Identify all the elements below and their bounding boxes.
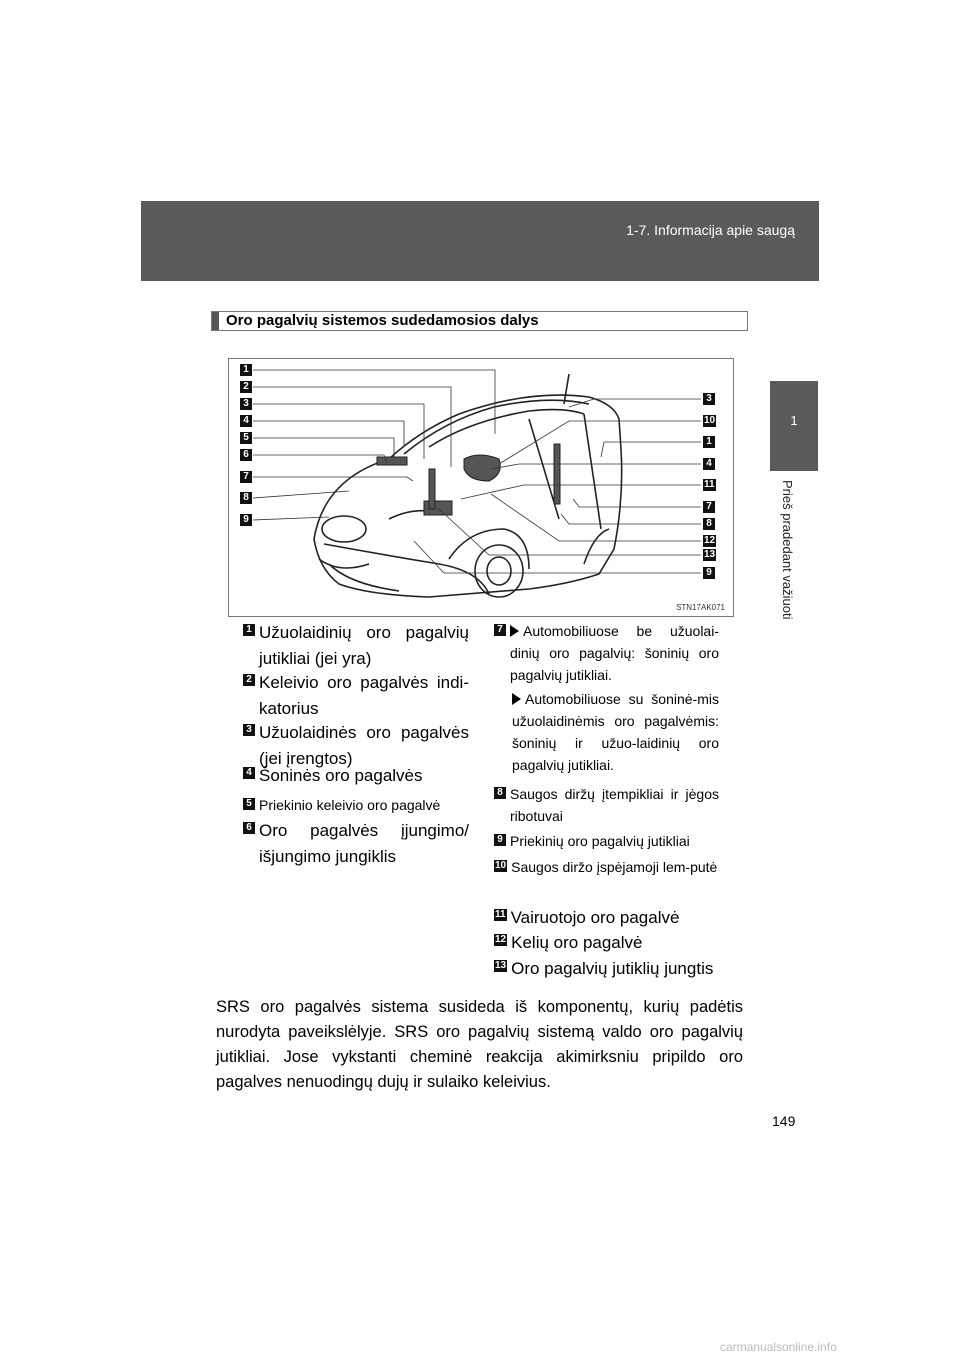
section-heading-text: Oro pagalvių sistemos sudedamosios dalys (226, 312, 539, 329)
callout-left-9: 9 (240, 514, 252, 526)
watermark-text: carmanualsonline.info (720, 1340, 837, 1354)
callout-right-1: 1 (703, 436, 715, 448)
legend-text: Keleivio oro pagalvės indi-katorius (259, 673, 469, 718)
legend-text: Oro pagalvės įjungimo/ išjungimo jungiklis (259, 821, 469, 866)
airbag-diagram (228, 358, 734, 617)
arrow-right-icon (512, 693, 521, 705)
side-tab-label-wrap (780, 480, 810, 640)
section-heading-bar (212, 312, 219, 330)
legend-badge: 12 (495, 934, 507, 945)
callout-right-11: 11 (704, 479, 715, 490)
legend-badge: 13 (495, 960, 507, 971)
legend-item-8 (494, 783, 719, 827)
legend-item-4 (243, 763, 469, 789)
legend-text: Šoninės oro pagalvės (259, 766, 423, 785)
legend-7-sub-2 (512, 688, 719, 776)
legend-7-sub-2-text: Automobiliuose su šoninė-mis užuolaidinėmis oro pagalvėmis: šoninių ir užuo-laidinių oro pagalvių jutikliai. (512, 691, 719, 773)
callout-left-5: 5 (240, 432, 252, 444)
legend-item-13 (494, 956, 719, 982)
legend-7-sub-1-text: Automobiliuose be užuolai-dinių oro pagalvių: šoninių oro pagalvių jutikliai. (510, 623, 719, 683)
legend-item-9 (494, 830, 719, 852)
car-illustration (229, 359, 733, 616)
legend-badge: 7 (494, 624, 506, 636)
body-paragraph: SRS oro pagalvės sistema susideda iš komponentų, kurių padėtis nurodyta paveikslėlyje. SRS oro pagalvių sistemą valdo oro pagalvių jutikliai. Jose vykstanti cheminė reakcija akimirksniu pripildo oro pagalves nenuodingų dujų ir sulaiko keleivius. (216, 998, 743, 1091)
callout-right-13: 13 (704, 549, 716, 560)
legend-item-5 (243, 794, 469, 816)
callout-left-8: 8 (240, 492, 252, 504)
legend-badge: 10 (495, 860, 507, 871)
chapter-section-title: 1-7. Informacija apie saugą (626, 222, 795, 238)
legend-badge: 6 (243, 822, 255, 834)
legend-text: Užuolaidinių oro pagalvių jutikliai (jei yra) (259, 623, 469, 668)
side-tab (770, 381, 818, 471)
callout-right-7: 7 (703, 501, 715, 513)
legend-item-6 (243, 818, 469, 870)
callout-left-1: 1 (240, 364, 252, 376)
legend-badge: 2 (243, 674, 255, 686)
callout-right-4: 4 (703, 458, 715, 470)
legend-text: Saugos diržų įtempikliai ir jėgos ribotuvai (510, 786, 719, 824)
legend-text: Kelių oro pagalvė (511, 933, 643, 952)
callout-left-2: 2 (240, 381, 252, 393)
legend-badge: 9 (494, 834, 506, 846)
legend-text: Vairuotojo oro pagalvė (510, 908, 680, 927)
legend-item-12 (494, 930, 719, 956)
legend-text: Užuolaidinės oro pagalvės (jei įrengtos) (259, 723, 469, 768)
legend-text: Priekinio keleivio oro pagalvė (259, 797, 441, 813)
legend-text: Saugos diržo įspėjamoji lem-putė (511, 859, 718, 875)
callout-right-10: 10 (704, 415, 716, 426)
callout-left-7: 7 (240, 471, 252, 483)
callout-left-6: 6 (240, 449, 252, 461)
side-tab-number: 1 (790, 413, 798, 428)
section-heading (211, 311, 748, 331)
legend-text: Oro pagalvių jutiklių jungtis (511, 959, 714, 978)
legend-7-sub-1 (510, 620, 719, 686)
chapter-header-band (141, 201, 819, 281)
legend-badge: 3 (243, 724, 255, 736)
legend-badge: 5 (243, 798, 255, 810)
side-tab-label: Prieš pradedant važiuoti (780, 480, 795, 620)
legend-item-7 (494, 620, 719, 686)
legend-item-10 (494, 856, 719, 878)
legend-text: Priekinių oro pagalvių jutikliai (510, 833, 690, 849)
callout-right-12: 12 (704, 535, 716, 546)
legend-item-1 (243, 620, 469, 672)
callout-right-9: 9 (703, 567, 715, 579)
legend-item-2 (243, 670, 469, 722)
legend-badge: 1 (243, 624, 255, 636)
arrow-right-icon (510, 625, 519, 637)
figure-code: STN17AK071 (676, 603, 725, 612)
legend-item-11 (494, 905, 719, 931)
callout-left-4: 4 (240, 415, 252, 427)
legend-badge: 8 (494, 787, 506, 799)
callout-right-8: 8 (703, 518, 715, 530)
callout-right-3: 3 (703, 393, 715, 405)
callout-left-3: 3 (240, 398, 252, 410)
legend-badge: 4 (243, 767, 255, 779)
page-number: 149 (772, 1113, 796, 1129)
legend-badge: 11 (495, 909, 506, 920)
